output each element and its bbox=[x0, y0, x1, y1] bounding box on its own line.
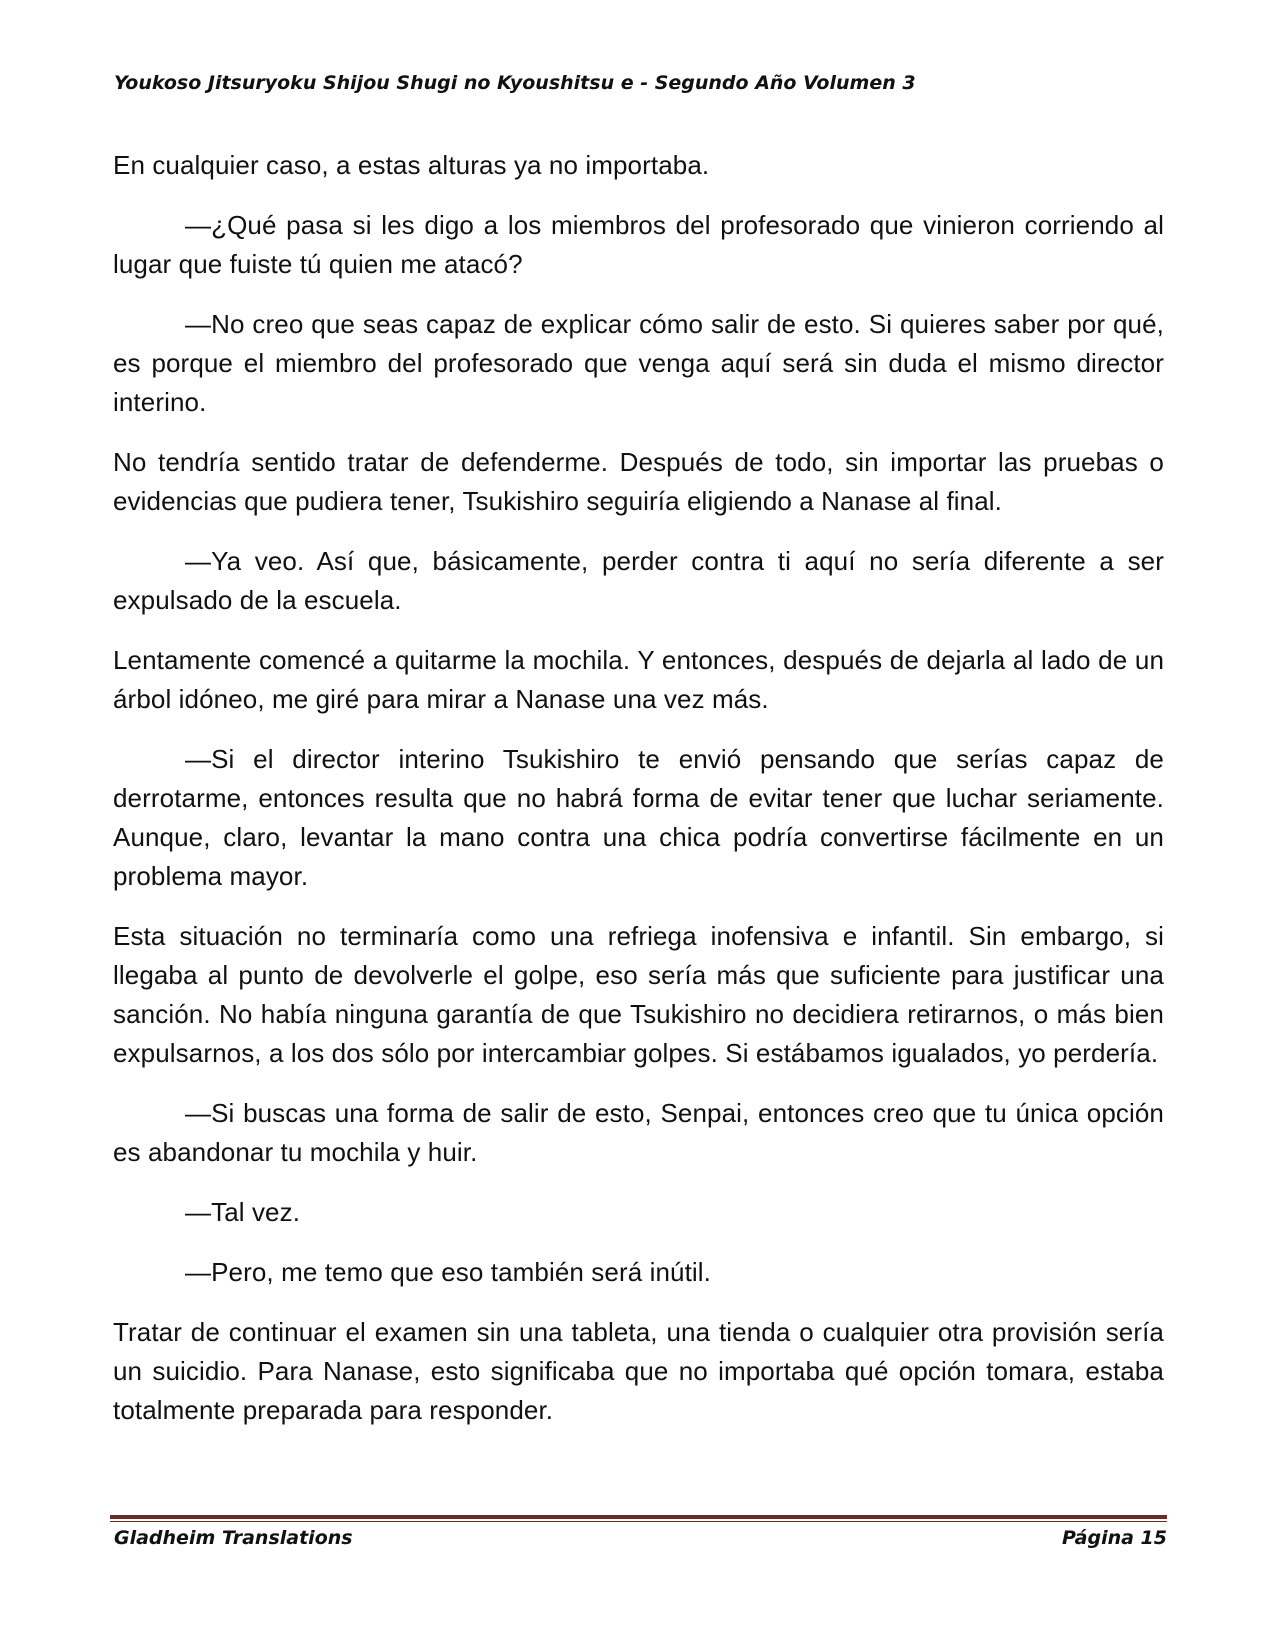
paragraph: Tratar de continuar el examen sin una tableta, una tienda o cualquier otra provisión sería un suicidio. Para Nanase, esto significaba que no importaba qué opción tomara, estaba totalmente preparada para responder. bbox=[113, 1317, 1164, 1425]
paragraph: En cualquier caso, a estas alturas ya no importaba. bbox=[113, 150, 710, 180]
dialogue-paragraph: —¿Qué pasa si les digo a los miembros del profesorado que vinieron corriendo al lugar que fuiste tú quien me atacó? bbox=[113, 210, 1164, 279]
body-text bbox=[113, 146, 1164, 1451]
dialogue-paragraph: —Pero, me temo que eso también será inútil. bbox=[185, 1257, 712, 1287]
footer-divider bbox=[110, 1515, 1167, 1522]
dialogue-paragraph: —Tal vez. bbox=[185, 1197, 301, 1227]
paragraph: No tendría sentido tratar de defenderme. Después de todo, sin importar las pruebas o evidencias que pudiera tener, Tsukishiro seguiría eligiendo a Nanase al final. bbox=[113, 447, 1164, 516]
paragraph: Lentamente comencé a quitarme la mochila. Y entonces, después de dejarla al lado de un árbol idóneo, me giré para mirar a Nanase una vez más. bbox=[113, 645, 1164, 714]
footer-divider-thin bbox=[110, 1521, 1167, 1522]
dialogue-paragraph: —Si el director interino Tsukishiro te envió pensando que serías capaz de derrotarme, entonces resulta que no habrá forma de evitar tener que luchar seriamente. Aunque, claro, levantar la mano contra una chica podría convertirse fácilmente en un problema mayor. bbox=[113, 744, 1164, 891]
dialogue-paragraph: —Ya veo. Así que, básicamente, perder contra ti aquí no sería diferente a ser expulsado de la escuela. bbox=[113, 546, 1164, 615]
dialogue-paragraph: —No creo que seas capaz de explicar cómo salir de esto. Si quieres saber por qué, es porque el miembro del profesorado que venga aquí será sin duda el mismo director interino. bbox=[113, 309, 1164, 417]
page-header-title: Youkoso Jitsuryoku Shijou Shugi no Kyoushitsu e - Segundo Año Volumen 3 bbox=[114, 72, 916, 94]
footer-page-number: Página 15 bbox=[1061, 1527, 1167, 1549]
footer-publisher: Gladheim Translations bbox=[114, 1527, 353, 1549]
dialogue-paragraph: —Si buscas una forma de salir de esto, Senpai, entonces creo que tu única opción es abandonar tu mochila y huir. bbox=[113, 1098, 1164, 1167]
footer-divider-thick bbox=[110, 1515, 1167, 1519]
paragraph: Esta situación no terminaría como una refriega inofensiva e infantil. Sin embargo, si llegaba al punto de devolverle el golpe, eso sería más que suficiente para justificar una sanción. No había ninguna garantía de que Tsukishiro no decidiera retirarnos, o más bien expulsarnos, a los dos sólo por intercambiar golpes. Si estábamos igualados, yo perdería. bbox=[113, 921, 1164, 1068]
